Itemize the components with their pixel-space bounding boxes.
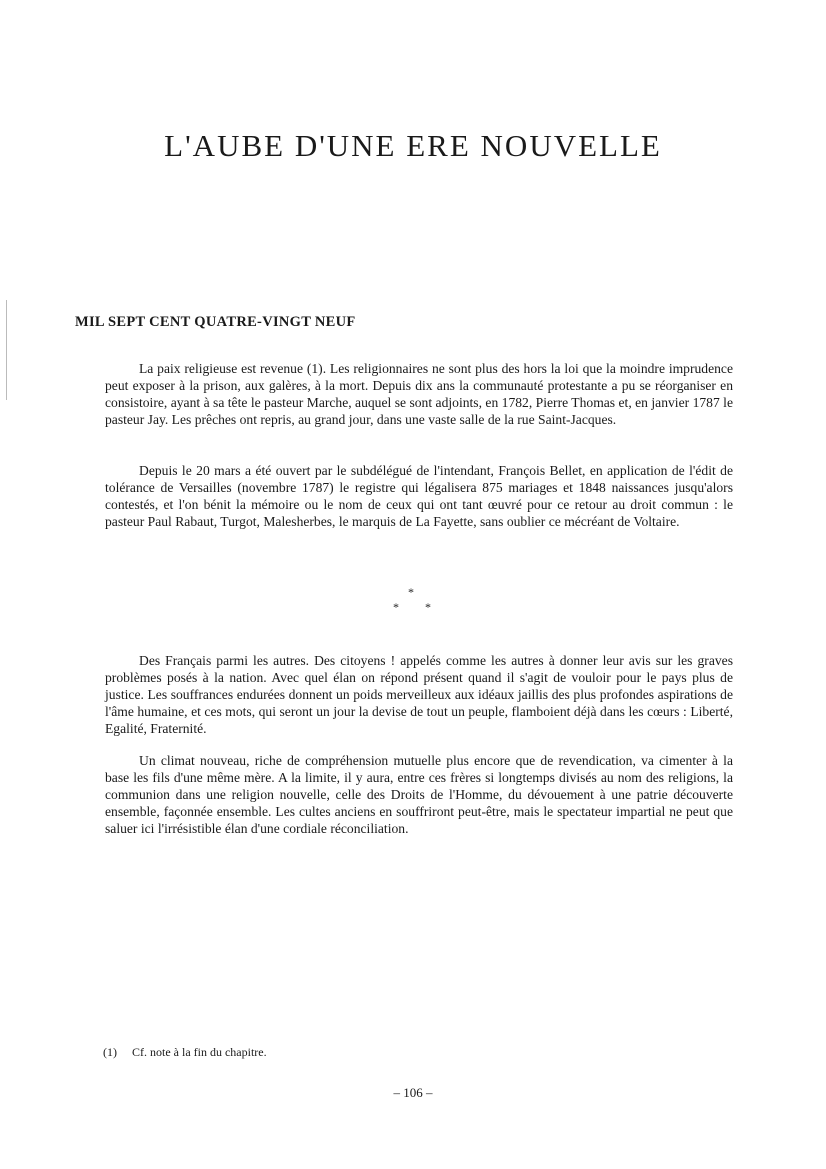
footnote xyxy=(103,1045,267,1060)
footnote-number: (1) xyxy=(103,1045,117,1059)
asterisk-right: * xyxy=(425,600,431,614)
asterisk-left: * xyxy=(393,600,399,614)
paragraph-1: La paix religieuse est revenue (1). Les religionnaires ne sont plus des hors la loi que la moindre imprudence peut exposer à la prison, aux galères, à la mort. Depuis dix ans la communauté protestante a pu se réorganiser en consistoire, ayant à sa tête le pasteur Marche, auquel se sont adjoints, en 1782, Pierre Thomas et, en janvier 1787 le pasteur Jay. Les prêches ont repris, au grand jour, dans une vaste salle de la rue Saint-Jacques. xyxy=(105,361,733,427)
page-edge-mark xyxy=(6,300,7,400)
paragraph-3: Des Français parmi les autres. Des citoyens ! appelés comme les autres à donner leur avis sur les graves problèmes posés à la nation. Avec quel élan on répond présent quand il s'agit de vouloir pour le pays plus de justice. Les souffrances endurées donnent un poids merveilleux aux idéaux jaillis des plus profondes aspirations de l'âme humaine, et ces mots, qui seront un jour la devise de tout un peuple, flamboient déjà dans les cœurs : Liberté, Egalité, Fraternité. xyxy=(105,653,733,736)
paragraph-2: Depuis le 20 mars a été ouvert par le subdélégué de l'intendant, François Bellet, en application de l'édit de tolérance de Versailles (novembre 1787) le registre qui légalisera 875 mariages et 1848 naissances jusqu'alors contestés, et l'on bénit la mémoire ou le nom de ceux qui ont tant œuvré pour ce retour au droit commun : le pasteur Paul Rabaut, Turgot, Malesherbes, le marquis de La Fayette, sans oublier ce mécréant de Voltaire. xyxy=(105,463,733,529)
page-title: L'AUBE D'UNE ERE NOUVELLE xyxy=(164,128,662,163)
section-heading: MIL SEPT CENT QUATRE-VINGT NEUF xyxy=(75,314,356,330)
footnote-text: Cf. note à la fin du chapitre. xyxy=(132,1045,267,1059)
paragraph-4: Un climat nouveau, riche de compréhension mutuelle plus encore que de revendication, va cimenter à la base les fils d'une même mère. A la limite, il y aura, entre ces frères si longtemps divisés au nom des religions, la communion dans une religion nouvelle, celle des Droits de l'Homme, du dévouement à une patrie découverte ensemble, façonnée ensemble. Les cultes anciens en souffriront peut-être, mais le spectateur impartial ne peut que saluer ici l'irrésistible élan d'une cordiale réconciliation. xyxy=(105,753,733,836)
asterism-ornament xyxy=(380,585,446,621)
page-number: – 106 – xyxy=(393,1085,433,1100)
asterisk-top: * xyxy=(408,585,414,599)
